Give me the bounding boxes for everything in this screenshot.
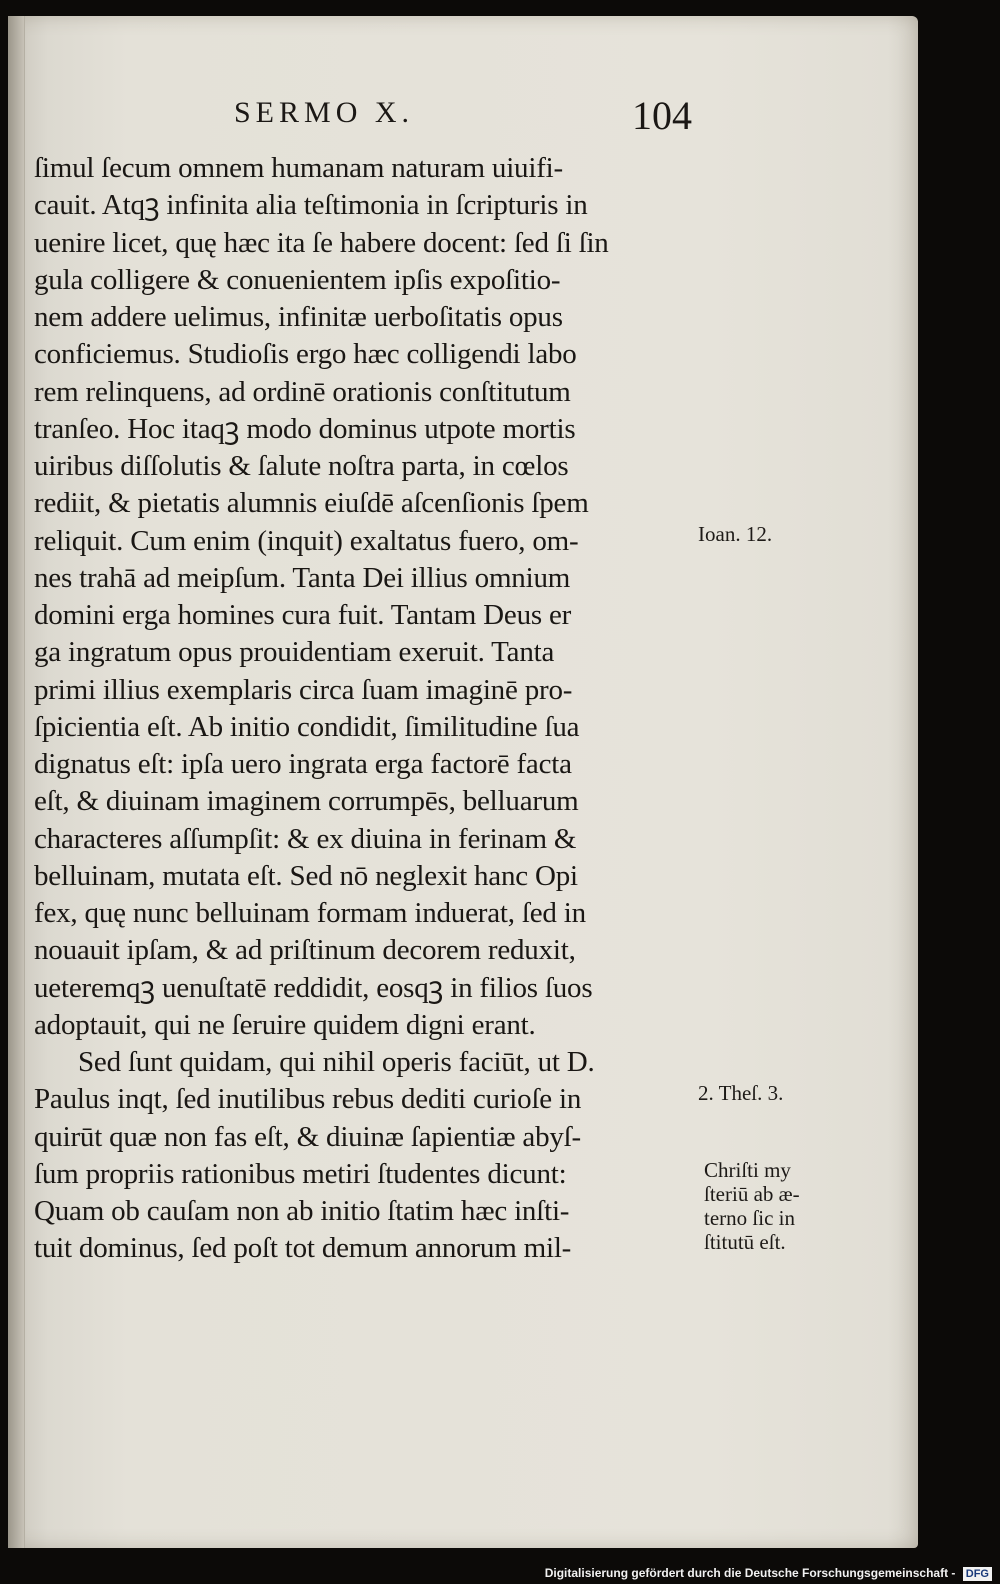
dfg-logo: DFG (963, 1567, 992, 1581)
page-binding-edge (8, 16, 25, 1548)
text-line: nouauit ipſam, & ad priſtinum decorem reduxit, (34, 934, 576, 967)
text-line: ueteremqꝫ uenuſtatē reddidit, eosqꝫ in filios ſuos (34, 971, 593, 1004)
text-line: nem addere uelimus, infinitæ uerboſitatis opus (34, 301, 563, 333)
funding-footer (545, 1562, 992, 1584)
text-line: fex, quę nunc belluinam formam induerat, ſed in (34, 897, 586, 929)
text-line: nes trahā ad meipſum. Tanta Dei illius omnium (34, 561, 571, 594)
text-line: Quam ob cauſam non ab initio ſtatim hæc inſti- (34, 1195, 570, 1227)
body-text (34, 150, 694, 1268)
margin-note-line: ſteriū ab æ- (704, 1182, 800, 1206)
running-title: SERMO X. (234, 96, 415, 129)
book-page (8, 16, 918, 1548)
text-line: eſt, & diuinam imaginem corrumpēs, belluarum (34, 785, 579, 818)
text-line: cauit. Atqꝫ infinita alia teſtimonia in ſcripturis in (34, 189, 588, 222)
text-line: gula colligere & conuenientem ipſis expoſitio- (34, 263, 561, 296)
text-line: Sed ſunt quidam, qui nihil operis faciūt, ut D. (78, 1046, 595, 1078)
text-line: characteres aſſumpſit: & ex diuina in ferinam & (34, 822, 577, 855)
running-header (8, 86, 918, 156)
text-line: belluinam, mutata eſt. Sed nō neglexit hanc Opi (34, 859, 578, 892)
text-line: primi illius exemplaris circa ſuam imaginē pro- (34, 673, 573, 706)
text-line: quirūt quæ non fas eſt, & diuinæ ſapientiæ abyſ- (34, 1120, 581, 1153)
text-line: domini erga homines cura fuit. Tantam Deus er (34, 599, 572, 631)
text-line: tuit dominus, ſed poſt tot demum annorum mil- (34, 1232, 572, 1265)
margin-note-christi (704, 1158, 800, 1254)
text-line: uiribus diſſolutis & ſalute noſtra parta, in cœlos (34, 450, 569, 482)
margin-note-line: terno ſic in (704, 1206, 795, 1230)
text-line: dignatus eſt: ipſa uero ingrata erga factorē facta (34, 748, 572, 780)
text-line: ſum propriis rationibus metiri ſtudentes dicunt: (34, 1157, 567, 1190)
margin-note-thes: 2. Theſ. 3. (698, 1081, 784, 1105)
text-line: ſimul ſecum omnem humanam naturam uiuifi- (34, 152, 563, 184)
text-line: ga ingratum opus prouidentiam exeruit. Tanta (34, 636, 555, 669)
margin-note-line: Chriſti my (704, 1158, 791, 1182)
page-number: 104 (632, 93, 692, 138)
text-line: ſpicientia eſt. Ab initio condidit, ſimilitudine ſua (34, 710, 580, 743)
margin-note-line: ſtitutū eſt. (704, 1230, 786, 1254)
margin-note-ioan: Ioan. 12. (698, 522, 773, 546)
text-line: rediit, & pietatis alumnis eiuſdē aſcenſionis ſpem (34, 487, 589, 520)
text-line: adoptauit, qui ne ſeruire quidem digni erant. (34, 1008, 536, 1041)
text-line: Paulus inqt, ſed inutilibus rebus dediti curioſe in (34, 1083, 582, 1116)
text-line: uenire licet, quę hæc ita ſe habere docent: ſed ſi ſin (34, 226, 609, 259)
text-line: reliquit. Cum enim (inquit) exaltatus fuero, om- (34, 524, 579, 557)
text-line: rem relinquens, ad ordinē orationis conſtitutum (34, 375, 571, 408)
text-line: tranſeo. Hoc itaqꝫ modo dominus utpote mortis (34, 412, 576, 445)
footer-text: Digitalisierung gefördert durch die Deutsche Forschungsgemeinschaft - (544, 1566, 956, 1580)
text-line: conficiemus. Studioſis ergo hæc colligendi labo (34, 338, 577, 371)
